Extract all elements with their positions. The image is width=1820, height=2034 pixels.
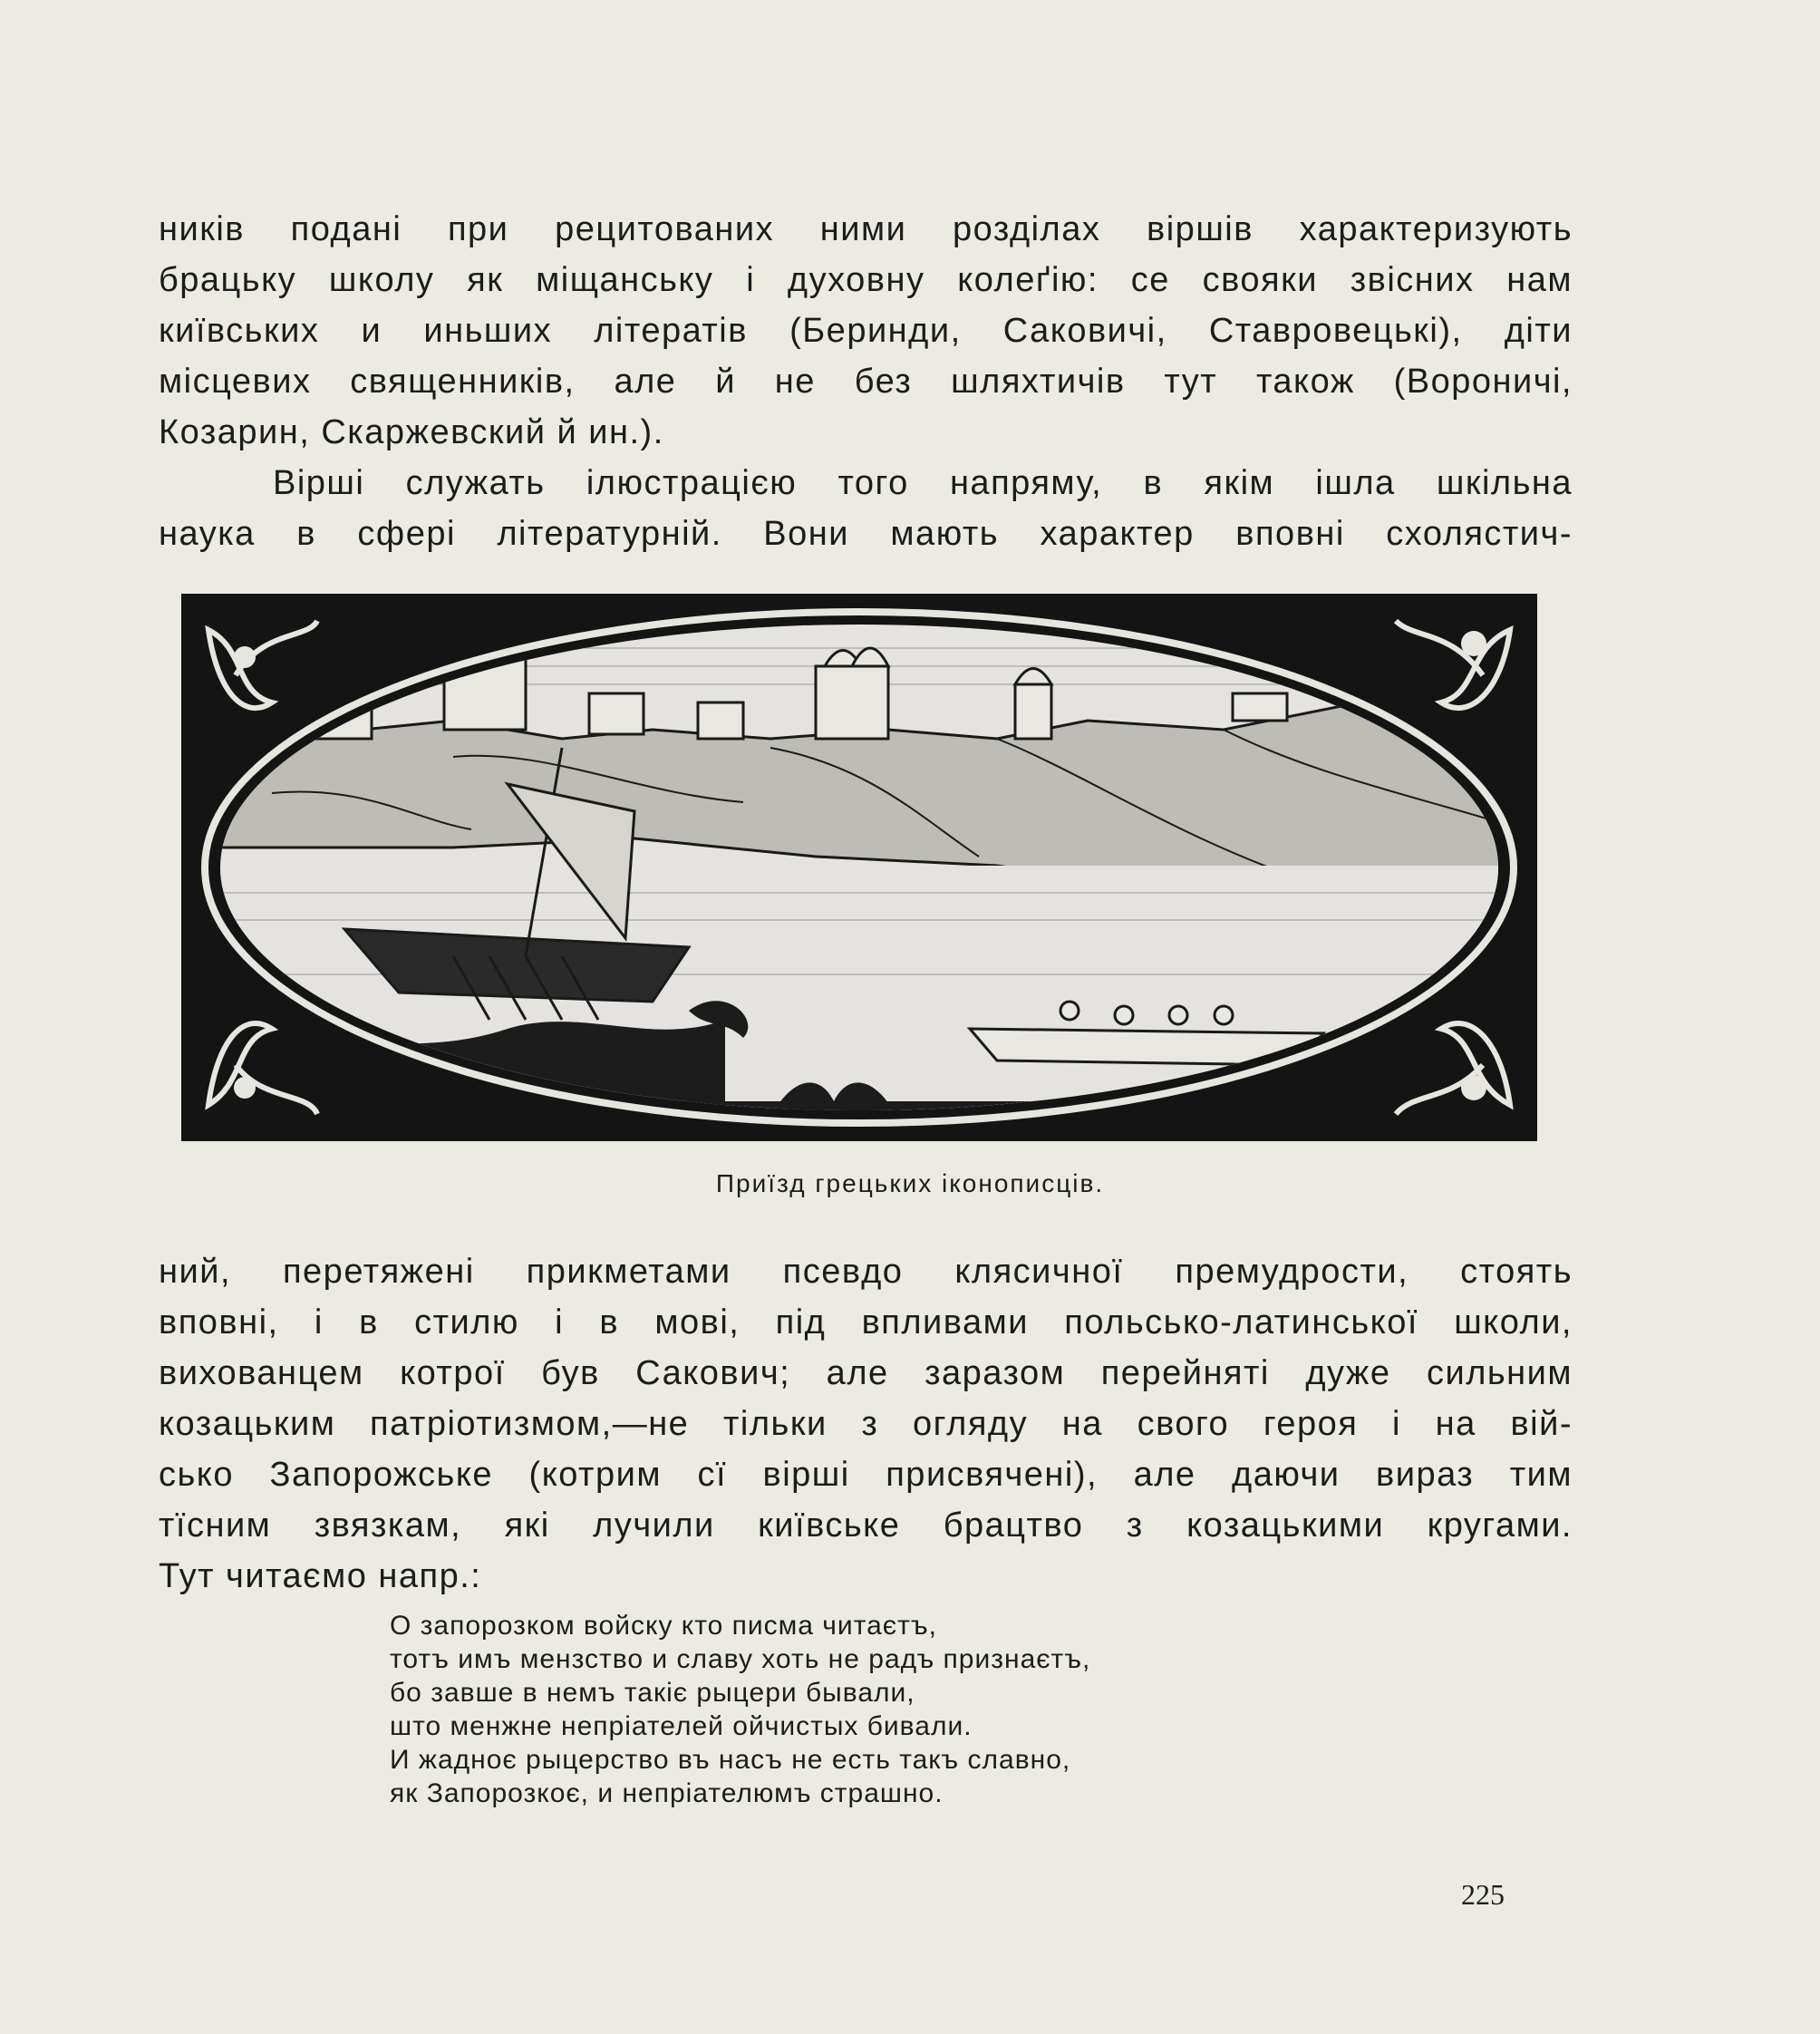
paragraph-3-line: сько Запорожське (котрим сї вірші присвячені), але даючи вираз тим <box>159 1456 1573 1494</box>
verse-line: што менжне непріателей ойчистых бивали. <box>390 1711 973 1741</box>
paragraph-3-line: козацьким патріотизмом,—не тільки з огляду на свого героя і на вій- <box>159 1405 1573 1443</box>
verse-quotation <box>390 1609 1090 1810</box>
paragraph-2-line: Вірші служать ілюстрацією того напряму, в якім ішла шкільна <box>273 464 1573 502</box>
engraving-illustration <box>181 594 1537 1141</box>
figure-caption: Приїзд грецьких іконописців. <box>715 1169 1105 1197</box>
paragraph-1 <box>159 204 1573 458</box>
paragraph-3-line: тїсним звязкам, які лучили київське брацтво з козацькими кругами. <box>159 1506 1573 1545</box>
verse-line: И жадноє рыцерство въ насъ не есть такъ славно, <box>390 1745 1071 1775</box>
paragraph-3-line: вихованцем котрої був Сакович; але заразом перейняті дуже сильним <box>159 1354 1573 1392</box>
verse-line: як Запорозкоє, и непріателюмъ страшно. <box>390 1778 944 1808</box>
page-number: 225 <box>1461 1878 1505 1911</box>
engraving-drawing <box>181 594 1537 1141</box>
verse-line: О запорозком войску кто писма читаєтъ, <box>390 1611 937 1641</box>
paragraph-2 <box>159 458 1573 559</box>
verse-line: тотъ имъ мензство и славу хоть не радъ признаєтъ, <box>390 1644 1091 1674</box>
paragraph-1-line: брацьку школу як міщанську і духовну колеґію: се свояки звісних нам <box>159 261 1573 299</box>
paragraph-3-line: Тут читаємо напр.: <box>159 1557 482 1595</box>
verse-line: бо завше в немъ такіє рыцери бывали, <box>390 1678 915 1708</box>
paragraph-1-line: місцевих священників, але й не без шляхтичів тут також (Вороничі, <box>159 363 1573 401</box>
paragraph-1-line: Козарин, Скаржевский й ин.). <box>159 413 664 451</box>
paragraph-2-line: наука в сфері літературній. Вони мають характер вповні схолястич- <box>159 515 1573 553</box>
paragraph-3 <box>159 1246 1573 1602</box>
paragraph-1-line: київських и иньших літератів (Беринди, Саковичі, Ставровецькі), діти <box>159 312 1573 350</box>
paragraph-1-line: ників подані при рецитованих ними розділах віршів характеризують <box>159 210 1573 248</box>
paragraph-3-line: вповні, і в стилю і в мові, під впливами польсько-латинської школи, <box>159 1303 1573 1341</box>
paragraph-3-line: ний, перетяжені прикметами псевдо клясичної премудрости, стоять <box>159 1253 1573 1291</box>
